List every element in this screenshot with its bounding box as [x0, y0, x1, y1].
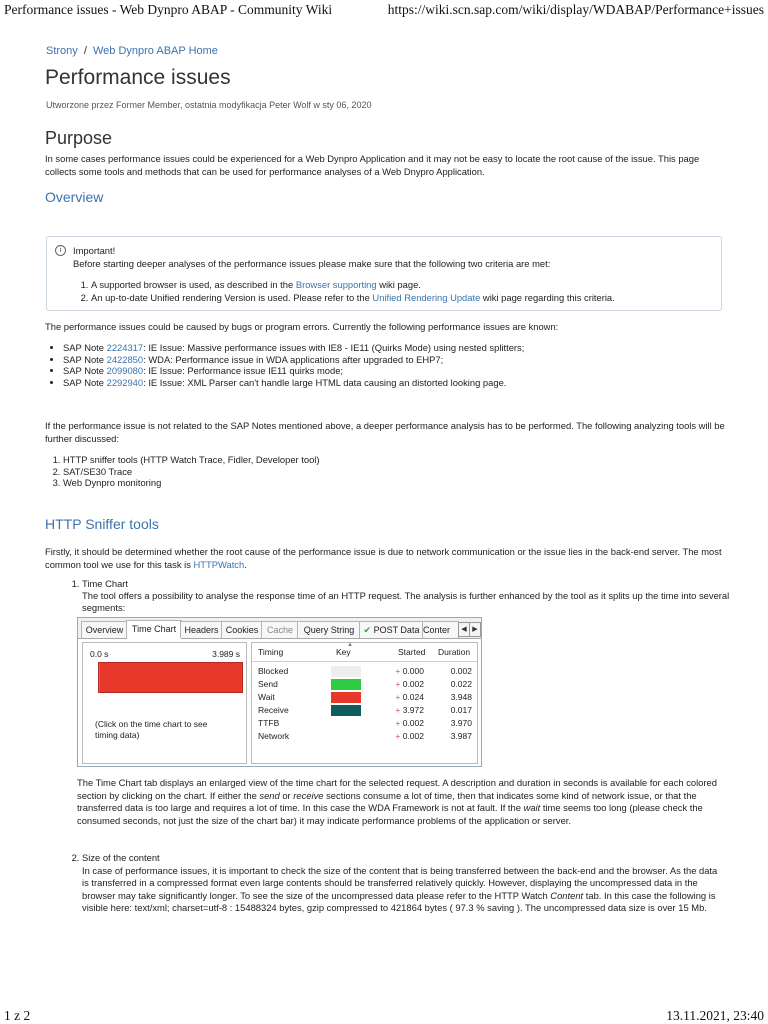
key-swatch — [331, 679, 361, 690]
important-info-panel — [46, 236, 722, 311]
browser-supporting-link[interactable]: Browser supporting — [295, 279, 377, 290]
timing-row: Network + 0.002 3.987 — [258, 731, 472, 741]
sap-notes-list — [45, 342, 524, 388]
col-key: Key — [336, 647, 351, 657]
scroll-right-arrow-icon[interactable]: ▶ — [469, 622, 481, 637]
criteria-list — [73, 279, 615, 304]
tab-cache[interactable]: Cache — [261, 621, 299, 638]
print-footer-date: 13.11.2021, 23:40 — [666, 1008, 764, 1023]
sap-note-link[interactable]: 2224317 — [106, 342, 144, 353]
scale-end: 3.989 s — [212, 649, 240, 659]
tab-post-data[interactable]: ✔ POST Data — [359, 621, 424, 638]
time-chart-description: The Time Chart tab displays an enlarged view of the time chart for the selected request. A description and duration in seconds is available for each colored section by clicking on the chart. If either the send or receive sections consume a lot of time, then that indicates some kind of network issue, or that the transferred data is too large and requires a lot of time. In this case the WDA Framework is not at fault. If the wait time seems too long (please check the consumed seconds, not just the size of the chart bar) it may indicate performance problems of the application or server. — [77, 777, 717, 826]
tab-headers[interactable]: Headers — [180, 621, 223, 638]
time-chart-item — [82, 578, 742, 614]
page-metadata: Utworzone przez Former Member, ostatnia modyfikacja Peter Wolf w sty 06, 2020 — [46, 100, 372, 110]
timing-row: Send + 0.002 0.022 — [258, 679, 472, 689]
httpwatch-tab-bar — [78, 618, 481, 639]
sap-note-item: • SAP Note 2292940: IE Issue: XML Parser can't handle large HTML data causing an distorted looking page. — [63, 377, 524, 389]
sap-note-link[interactable]: 2292940 — [106, 376, 144, 388]
info-icon: i — [55, 245, 66, 256]
analysis-steps-list — [64, 578, 742, 614]
scale-start: 0.0 s — [90, 649, 109, 659]
col-duration: Duration — [438, 647, 471, 657]
print-header-url: https://wiki.scn.sap.com/wiki/display/WDABAP/Performance+issues — [387, 2, 764, 17]
tab-time-chart[interactable]: Time Chart — [126, 620, 182, 639]
time-chart-text: The tool offers a possibility to analyse the response time of an HTTP request. The analysis is further enhanced by the tool as it splits up the time into several segments: — [82, 590, 730, 613]
content-size-text: In case of performance issues, it is important to check the size of the content that is being transferred between the back-end and the browser. As the data is transferred in a compressed format even large contents should be transferred relatively quickly. However, displaying the uncompressed data in the browser may take significantly longer. To see the size of the uncompressed data please refer to the HTTP Watch Content tab. In this case the following is visible here: text/xml; charset=utf-8 : 15488324 bytes, gzip compressed to 421864 bytes ( 97.3 % saving ). The uncompressed data size is over 15 Mb. — [82, 864, 718, 913]
overview-heading: Overview — [45, 189, 104, 205]
httpwatch-screenshot — [77, 617, 482, 767]
httpwatch-link[interactable]: HTTPWatch — [193, 558, 245, 570]
print-footer-page: 1 z 2 — [4, 1008, 31, 1023]
breadcrumb — [46, 45, 218, 57]
info-intro: Before starting deeper analyses of the performance issues please make sure that the following two criteria are met: — [73, 258, 551, 269]
http-sniffer-heading: HTTP Sniffer tools — [45, 516, 159, 532]
timing-row: Receive + 3.972 0.017 — [258, 705, 472, 715]
time-chart-note: (Click on the time chart to see timing data) — [95, 719, 208, 740]
print-header-title: Performance issues - Web Dynpro ABAP - Community Wiki — [4, 2, 333, 17]
content-size-item — [82, 852, 742, 915]
col-timing: Timing — [258, 647, 284, 657]
tools-list — [45, 454, 320, 489]
col-started: Started — [398, 647, 426, 657]
criteria-item: 1. A supported browser is used, as described in the Browser supporting wiki page. — [91, 279, 615, 292]
send-segment — [99, 663, 100, 692]
breadcrumb-strony[interactable]: Strony — [46, 45, 78, 57]
tab-cookies[interactable]: Cookies — [221, 621, 263, 638]
breadcrumb-separator: / — [83, 45, 87, 57]
sniffer-text: Firstly, it should be determined whether the root cause of the performance issue is due to network communication or the issue lies in the back-end server. The most common tool we use for this task is HTTPWatch. — [45, 546, 722, 570]
unified-rendering-update-link[interactable]: Unified Rendering Update — [372, 291, 481, 303]
time-chart-label: Time Chart — [82, 578, 129, 589]
scroll-left-arrow-icon[interactable]: ◀ — [458, 622, 470, 637]
key-swatch — [331, 705, 361, 716]
tab-query-string[interactable]: Query String — [297, 621, 361, 638]
tool-item: 3. Web Dynpro monitoring — [63, 477, 320, 489]
key-swatch — [331, 692, 361, 703]
timing-row: Blocked + 0.000 0.002 — [258, 666, 472, 676]
known-issues-intro: The performance issues could be caused by bugs or program errors. Currently the following performance issues are known: — [45, 321, 559, 332]
timing-row: Wait + 0.024 3.948 — [258, 692, 472, 702]
header-divider — [252, 661, 477, 662]
info-title: Important! — [73, 245, 116, 256]
sort-arrow-icon: ▲ — [347, 642, 353, 648]
time-chart-pane — [82, 642, 247, 764]
analysis-text: If the performance issue is not related to the SAP Notes mentioned above, a deeper performance analysis has to be performed. The following analyzing tools will be further discussed: — [45, 420, 725, 444]
sap-note-item: • SAP Note 2099080: IE Issue: Performance issue IE11 quirks mode; — [63, 365, 524, 377]
time-chart-bar[interactable] — [98, 662, 243, 693]
tool-item: 1. HTTP sniffer tools (HTTP Watch Trace, Fidler, Developer tool) — [63, 454, 320, 466]
tab-overview[interactable]: Overview — [81, 621, 128, 638]
criteria-item: 2. An up-to-date Unified rendering Version is used. Please refer to the Unified Rendering Update wiki page regarding this criteria. — [91, 292, 615, 305]
timing-table — [251, 642, 478, 764]
content-size-label: Size of the content — [82, 852, 160, 863]
purpose-text: In some cases performance issues could be experienced for a Web Dynpro Application and it may not be easy to locate the root cause of the issue. This page collects some tools and methods that can be used for performance analyses of a Web Dnypro Application. — [45, 153, 700, 177]
breadcrumb-web-dynpro-home[interactable]: Web Dynpro ABAP Home — [92, 45, 218, 57]
sap-note-link[interactable]: 2422850 — [106, 353, 144, 365]
sap-note-item: • SAP Note 2422850: WDA: Performance issue in WDA applications after upgraded to EHP7; — [63, 354, 524, 366]
sap-note-link[interactable]: 2099080 — [106, 365, 144, 377]
page-title: Performance issues — [45, 66, 231, 89]
timing-row: TTFB + 0.002 3.970 — [258, 718, 472, 728]
purpose-heading: Purpose — [45, 128, 113, 148]
sap-note-item: • SAP Note 2224317: IE Issue: Massive performance issues with IE8 - IE11 (Quirks Mode) using nested splitters; — [63, 342, 524, 354]
tool-item: 2. SAT/SE30 Trace — [63, 466, 320, 478]
check-icon: ✔ — [363, 625, 372, 635]
tab-content[interactable]: Conter — [422, 621, 459, 638]
analysis-steps-list-cont — [64, 852, 742, 915]
key-swatch — [331, 666, 361, 677]
